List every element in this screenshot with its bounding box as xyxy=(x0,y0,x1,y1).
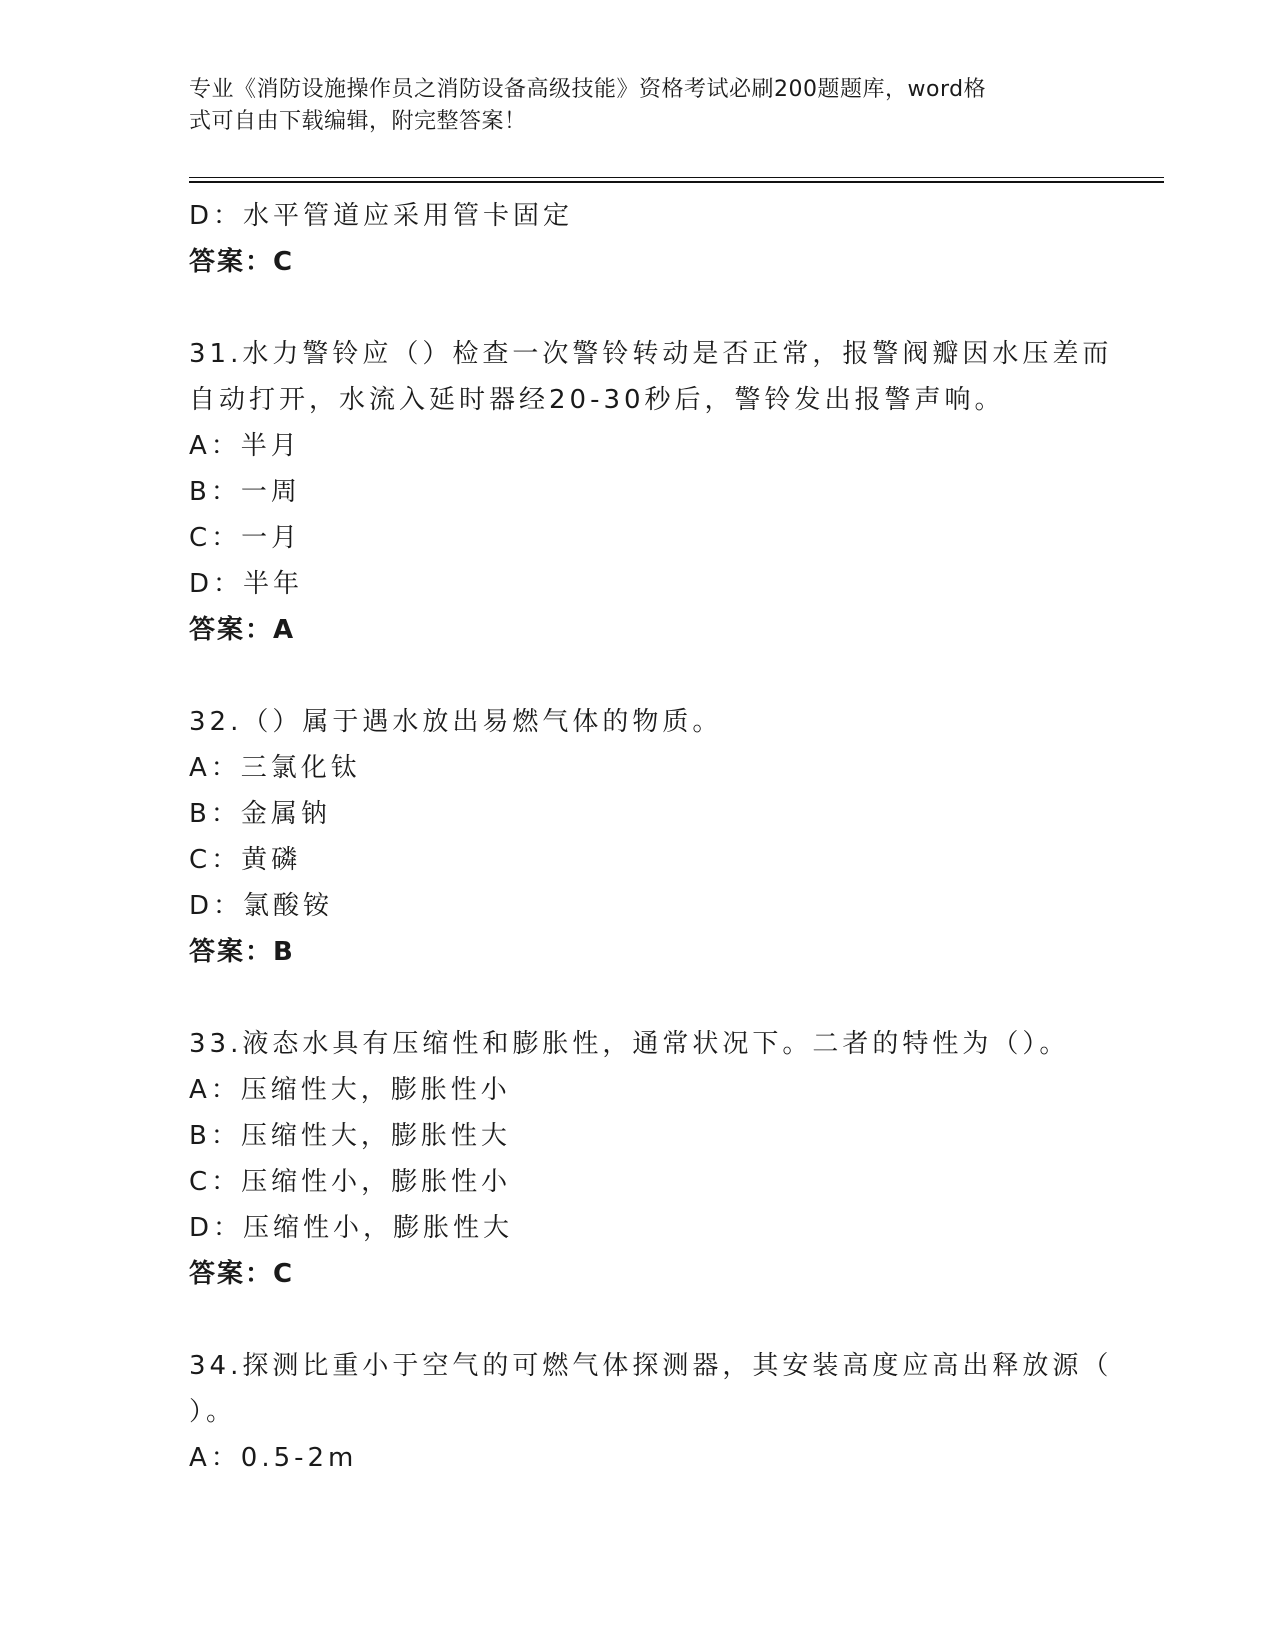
option-a: A：0.5-2m xyxy=(189,1443,358,1473)
question-content xyxy=(189,193,1113,1481)
question-stem-continued: 自动打开，水流入延时器经20-30秒后，警铃发出报警声响。 xyxy=(189,385,1005,415)
option-a: A：半月 xyxy=(189,431,301,461)
header-line-1: 专业《消防设施操作员之消防设备高级技能》资格考试必刷200题题库，word格 xyxy=(189,77,987,102)
question-32 xyxy=(189,699,1089,975)
option-b: B：压缩性大，膨胀性大 xyxy=(189,1121,511,1151)
question-30-fragment xyxy=(189,193,1089,285)
question-34 xyxy=(189,1343,1113,1481)
option-c: C：压缩性小，膨胀性小 xyxy=(189,1167,512,1197)
answer-line: 答案：C xyxy=(189,1259,295,1289)
header-line-2: 式可自由下载编辑，附完整答案！ xyxy=(189,109,527,134)
answer-line: 答案：C xyxy=(189,247,295,277)
header-divider-thin xyxy=(189,177,1164,178)
question-31 xyxy=(189,331,1113,653)
option-a: A：压缩性大，膨胀性小 xyxy=(189,1075,511,1105)
question-stem: 32.（）属于遇水放出易燃气体的物质。 xyxy=(189,707,723,737)
document-header xyxy=(189,74,1089,138)
option-b: B：金属钠 xyxy=(189,799,331,829)
spacer xyxy=(189,975,1089,1021)
option-c: C：黄磷 xyxy=(189,845,302,875)
answer-line: 答案：A xyxy=(189,615,296,645)
answer-line: 答案：B xyxy=(189,937,295,967)
option-a: A：三氯化钛 xyxy=(189,753,361,783)
spacer xyxy=(189,1297,1089,1343)
question-stem: 34.探测比重小于空气的可燃气体探测器，其安装高度应高出释放源（ xyxy=(189,1351,1113,1381)
option-b: B：一周 xyxy=(189,477,301,507)
question-stem-continued: ）。 xyxy=(189,1397,237,1427)
option-d: D：氯酸铵 xyxy=(189,891,334,921)
option-d: D：半年 xyxy=(189,569,304,599)
header-divider-thick xyxy=(189,181,1164,183)
spacer xyxy=(189,285,1089,331)
question-stem: 31.水力警铃应（）检查一次警铃转动是否正常，报警阀瓣因水压差而 xyxy=(189,339,1113,369)
question-stem: 33.液态水具有压缩性和膨胀性，通常状况下。二者的特性为（）。 xyxy=(189,1029,1070,1059)
spacer xyxy=(189,653,1089,699)
question-33 xyxy=(189,1021,1089,1297)
option-d: D：压缩性小，膨胀性大 xyxy=(189,1213,514,1243)
option-d: D：水平管道应采用管卡固定 xyxy=(189,201,574,231)
option-c: C：一月 xyxy=(189,523,302,553)
